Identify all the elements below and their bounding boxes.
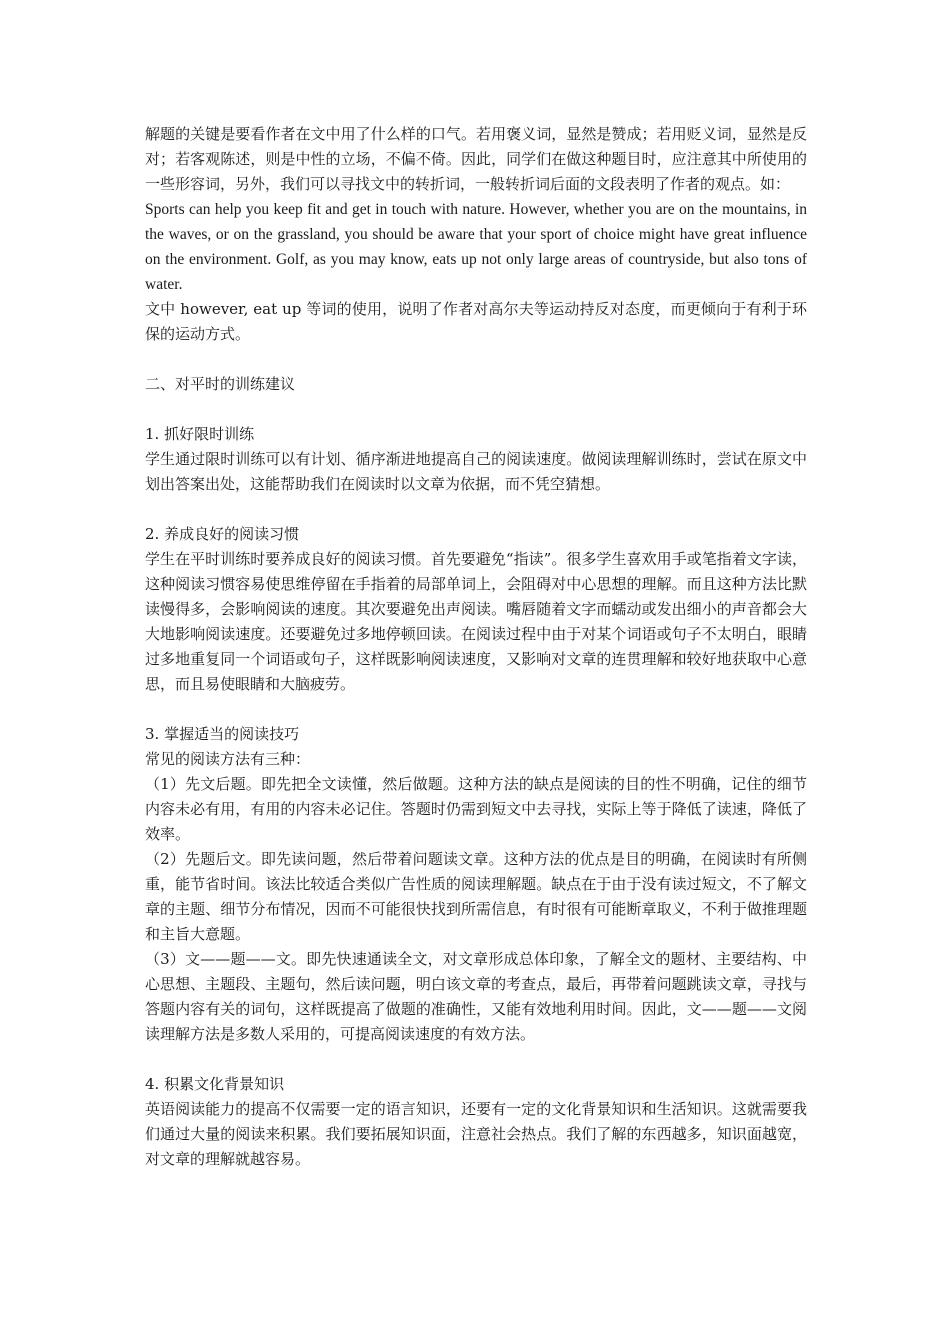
spacer [145, 697, 807, 722]
item4-heading: 4. 积累文化背景知识 [145, 1075, 285, 1093]
item2-heading: 2. 养成良好的阅读习惯 [145, 525, 300, 543]
spacer [145, 497, 807, 522]
item3-method-3: （3）文——题——文。即先快速通读全文，对文章形成总体印象，了解全文的题材、主要结构、中心思想、主题段、主题句，然后读问题，明白该文章的考查点，最后，再带着问题跳读文章，寻找与答题内容有关的词句，这样既提高了做题的准确性，又能有效地利用时间。因此，文——题——文阅读理解方法是多数人采用的，可提高阅读速度的有效方法。 [145, 950, 807, 1043]
spacer [145, 397, 807, 422]
item3-method-1: （1）先文后题。即先把全文读懂，然后做题。这种方法的缺点是阅读的目的性不明确，记住的细节内容未必有用，有用的内容未必记住。答题时仍需到短文中去寻找，实际上等于降低了读速，降低了效率。 [145, 775, 807, 843]
item1-heading: 1. 抓好限时训练 [145, 425, 255, 443]
item3-method-2: （2）先题后文。即先读问题，然后带着问题读文章。这种方法的优点是目的明确，在阅读时有所侧重，能节省时间。该法比较适合类似广告性质的阅读理解题。缺点在于由于没有读过短文，不了解文章的主题、细节分布情况，因而不可能很快找到所需信息，有时很有可能断章取义，不利于做推理题和主旨大意题。 [145, 850, 807, 943]
item4-body: 英语阅读能力的提高不仅需要一定的语言知识，还要有一定的文化背景知识和生活知识。这就需要我们通过大量的阅读来积累。我们要拓展知识面，注意社会热点。我们了解的东西越多，知识面越宽，对文章的理解就越容易。 [145, 1100, 807, 1168]
english-example-passage: Sports can help you keep fit and get in touch with nature. However, whether you are on the mountains, in the waves, or on the grassland, you should be aware that your sport of choice might have great influence on the environment. Golf, as you may know, eats up not only large areas of countryside, but also tons of water. [145, 201, 807, 293]
item3-heading: 3. 掌握适当的阅读技巧 [145, 725, 300, 743]
intro-paragraph: 解题的关键是要看作者在文中用了什么样的口气。若用褒义词，显然是赞成；若用贬义词，显然是反对；若客观陈述，则是中性的立场，不偏不倚。因此，同学们在做这种题目时，应注意其中所使用的一些形容词，另外，我们可以寻找文中的转折词，一般转折词后面的文段表明了作者的观点。如： [145, 125, 807, 193]
spacer [145, 1047, 807, 1072]
item2-body: 学生在平时训练时要养成良好的阅读习惯。首先要避免“指读”。很多学生喜欢用手或笔指着文字读，这种阅读习惯容易使思维停留在手指着的局部单词上，会阻碍对中心思想的理解。而且这种方法比默读慢得多，会影响阅读的速度。其次要避免出声阅读。嘴唇随着文字而蠕动或发出细小的声音都会大大地影响阅读速度。还要避免过多地停顿回读。在阅读过程中由于对某个词语或句子不太明白，眼睛过多地重复同一个词语或句子，这样既影响阅读速度，又影响对文章的连贯理解和较好地获取中心意思，而且易使眼睛和大脑疲劳。 [145, 550, 807, 693]
section-heading: 二、对平时的训练建议 [145, 375, 296, 393]
spacer [145, 347, 807, 372]
item1-body: 学生通过限时训练可以有计划、循序渐进地提高自己的阅读速度。做阅读理解训练时，尝试在原文中划出答案出处，这能帮助我们在阅读时以文章为依据，而不凭空猜想。 [145, 450, 807, 493]
document-page [145, 122, 807, 1172]
intro-explanation: 文中 however, eat up 等词的使用，说明了作者对高尔夫等运动持反对态度，而更倾向于有利于环保的运动方式。 [145, 300, 807, 343]
item3-lead: 常见的阅读方法有三种： [145, 750, 311, 768]
